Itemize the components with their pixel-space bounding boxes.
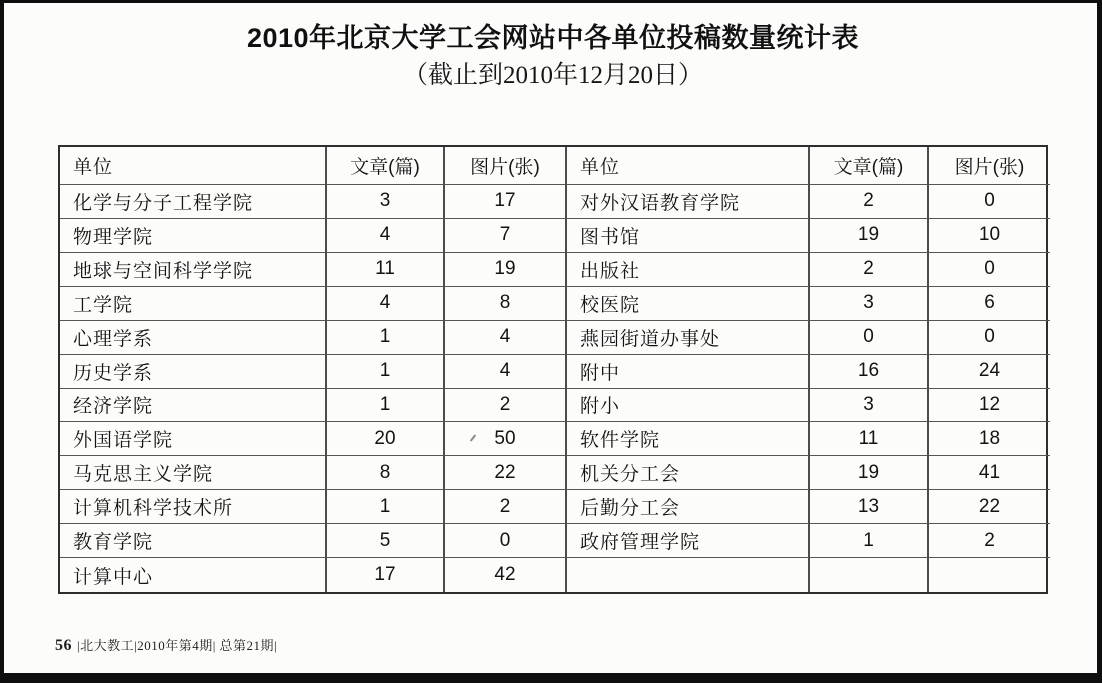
articles-cell-left: 17	[327, 558, 445, 592]
pictures-cell-left: 4	[445, 321, 567, 355]
pictures-cell-right	[929, 558, 1050, 592]
unit-cell-right: 校医院	[567, 287, 810, 321]
articles-cell-right: 3	[810, 389, 929, 423]
column-header-unit-left: 单位	[60, 147, 327, 185]
scanned-page	[4, 3, 1097, 673]
unit-cell-left: 地球与空间科学学院	[60, 253, 327, 287]
pictures-cell-right: 24	[929, 355, 1050, 389]
document-title: 2010年北京大学工会网站中各单位投稿数量统计表	[246, 23, 860, 53]
articles-cell-right: 19	[810, 219, 929, 253]
articles-cell-left: 1	[327, 490, 445, 524]
pictures-cell-left: 50	[445, 422, 567, 456]
pictures-cell-left: 22	[445, 456, 567, 490]
articles-cell-left: 8	[327, 456, 445, 490]
unit-cell-right: 附小	[567, 389, 810, 423]
pictures-cell-left: 8	[445, 287, 567, 321]
articles-cell-left: 4	[327, 219, 445, 253]
articles-cell-left: 5	[327, 524, 445, 558]
pictures-cell-right: 2	[929, 524, 1050, 558]
articles-cell-left: 4	[327, 287, 445, 321]
unit-cell-right: 软件学院	[567, 422, 810, 456]
pictures-cell-right: 10	[929, 219, 1050, 253]
articles-cell-right: 2	[810, 253, 929, 287]
pictures-cell-left: 17	[445, 185, 567, 219]
pictures-cell-left: 4	[445, 355, 567, 389]
pictures-cell-right: 0	[929, 253, 1050, 287]
unit-cell-left: 心理学系	[60, 321, 327, 355]
articles-cell-right: 11	[810, 422, 929, 456]
pictures-cell-right: 12	[929, 389, 1050, 423]
unit-cell-left: 工学院	[60, 287, 327, 321]
pictures-cell-right: 41	[929, 456, 1050, 490]
unit-cell-right: 政府管理学院	[567, 524, 810, 558]
articles-cell-right: 13	[810, 490, 929, 524]
articles-cell-left: 3	[327, 185, 445, 219]
stats-table	[58, 145, 1048, 594]
column-header-unit-right: 单位	[567, 147, 810, 185]
unit-cell-right	[567, 558, 810, 592]
unit-cell-left: 物理学院	[60, 219, 327, 253]
pictures-cell-left: 2	[445, 389, 567, 423]
pictures-cell-right: 0	[929, 185, 1050, 219]
pictures-cell-left: 2	[445, 490, 567, 524]
unit-cell-left: 经济学院	[60, 389, 327, 423]
unit-cell-left: 外国语学院	[60, 422, 327, 456]
pictures-cell-left: 0	[445, 524, 567, 558]
page-footer	[55, 635, 277, 655]
articles-cell-left: 1	[327, 389, 445, 423]
unit-cell-left: 化学与分子工程学院	[60, 185, 327, 219]
column-header-articles-right: 文章(篇)	[810, 147, 929, 185]
pictures-cell-right: 6	[929, 287, 1050, 321]
unit-cell-left: 计算中心	[60, 558, 327, 592]
pictures-cell-left: 7	[445, 219, 567, 253]
unit-cell-right: 图书馆	[567, 219, 810, 253]
unit-cell-right: 出版社	[567, 253, 810, 287]
unit-cell-left: 马克思主义学院	[60, 456, 327, 490]
pictures-cell-right: 18	[929, 422, 1050, 456]
column-header-pictures-left: 图片(张)	[445, 147, 567, 185]
unit-cell-left: 历史学系	[60, 355, 327, 389]
pictures-cell-left: 42	[445, 558, 567, 592]
column-header-pictures-right: 图片(张)	[929, 147, 1050, 185]
articles-cell-right: 2	[810, 185, 929, 219]
unit-cell-right: 后勤分工会	[567, 490, 810, 524]
articles-cell-right: 3	[810, 287, 929, 321]
articles-cell-right: 0	[810, 321, 929, 355]
articles-cell-left: 1	[327, 321, 445, 355]
articles-cell-left: 20	[327, 422, 445, 456]
unit-cell-right: 对外汉语教育学院	[567, 185, 810, 219]
footer-page-number: 56	[55, 637, 72, 654]
articles-cell-left: 11	[327, 253, 445, 287]
unit-cell-right: 机关分工会	[567, 456, 810, 490]
articles-cell-right: 19	[810, 456, 929, 490]
pictures-cell-right: 22	[929, 490, 1050, 524]
articles-cell-left: 1	[327, 355, 445, 389]
document-subtitle: （截止到2010年12月20日）	[402, 62, 703, 89]
pictures-cell-left: 19	[445, 253, 567, 287]
unit-cell-left: 教育学院	[60, 524, 327, 558]
articles-cell-right	[810, 558, 929, 592]
articles-cell-right: 1	[810, 524, 929, 558]
footer-citation: |北大教工|2010年第4期| 总第21期|	[77, 638, 278, 653]
unit-cell-right: 燕园街道办事处	[567, 321, 810, 355]
pictures-cell-right: 0	[929, 321, 1050, 355]
unit-cell-right: 附中	[567, 355, 810, 389]
articles-cell-right: 16	[810, 355, 929, 389]
column-header-articles-left: 文章(篇)	[327, 147, 445, 185]
unit-cell-left: 计算机科学技术所	[60, 490, 327, 524]
